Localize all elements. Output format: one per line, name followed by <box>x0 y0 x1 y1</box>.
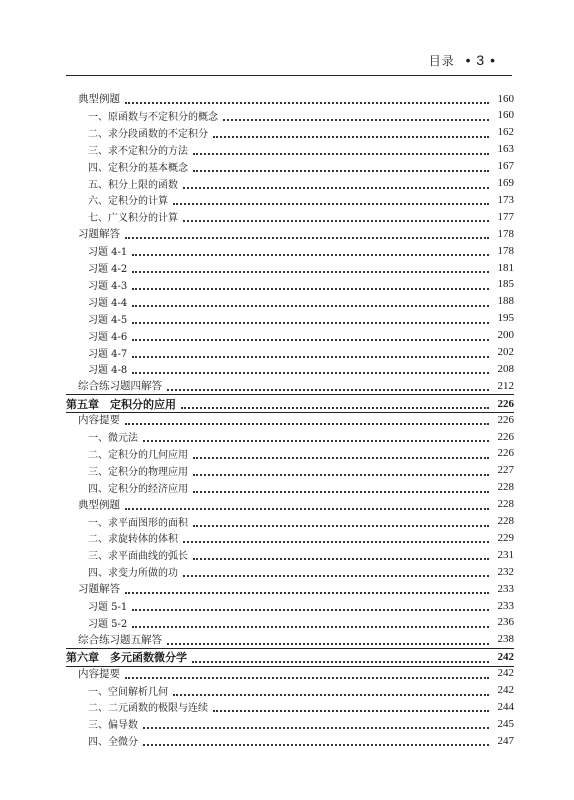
toc-entry-page: 245 <box>497 717 514 730</box>
toc-entry[interactable] <box>88 360 514 377</box>
dot-leader <box>132 270 489 273</box>
toc-entry[interactable] <box>88 428 514 445</box>
dot-leader <box>143 743 489 746</box>
toc-entry[interactable] <box>88 563 514 580</box>
toc-entry[interactable] <box>88 310 514 327</box>
dot-leader <box>183 186 489 189</box>
toc-entry-title: 四、全微分 <box>88 737 138 749</box>
toc-entry-page: 163 <box>497 143 514 156</box>
dot-leader <box>125 507 489 510</box>
dot-leader <box>173 693 489 696</box>
toc-entry-title: 习题 5-1 <box>88 602 128 613</box>
toc-entry[interactable] <box>88 445 514 462</box>
toc-entry[interactable] <box>78 377 514 394</box>
toc-entry-title: 一、微元法 <box>88 433 138 444</box>
header-label: 目录 <box>428 54 455 68</box>
toc-entry-title: 二、二元函数的极限与连续 <box>88 703 208 715</box>
dot-leader <box>125 422 489 425</box>
dot-leader <box>193 524 489 527</box>
toc-entry-page: 226 <box>497 413 514 426</box>
dot-leader <box>193 152 489 155</box>
toc-entry-page: 208 <box>497 362 514 375</box>
toc-entry-page: 178 <box>497 227 514 240</box>
toc-entry-page: 202 <box>497 346 514 358</box>
toc-entry-title: 四、定积分的基本概念 <box>88 162 188 174</box>
toc-entry-title: 综合练习题五解答 <box>78 633 162 646</box>
dot-leader <box>132 338 489 341</box>
toc-entry-page: 236 <box>497 616 514 629</box>
toc-entry-title: 三、定积分的物理应用 <box>88 466 188 478</box>
toc-entry[interactable] <box>78 665 514 682</box>
dot-leader <box>193 557 489 560</box>
toc-entry-title: 典型例题 <box>78 498 120 511</box>
toc-entry[interactable] <box>88 242 514 259</box>
toc-entry[interactable] <box>88 732 514 749</box>
toc-entry-page: 169 <box>497 177 514 189</box>
dot-leader <box>192 660 489 663</box>
toc-entry-page: 181 <box>497 261 514 274</box>
toc-entry-page: 177 <box>497 210 514 223</box>
dot-leader <box>183 219 489 222</box>
toc-entry-page: 228 <box>497 515 514 527</box>
toc-entry-page: 178 <box>497 244 514 257</box>
toc-entry-title: 三、求平面曲线的弧长 <box>88 551 188 563</box>
header-page-number: • 3 • <box>465 52 496 68</box>
toc-entry-page: 242 <box>497 684 514 696</box>
toc-entry-page: 228 <box>497 498 514 511</box>
toc-entry-page: 185 <box>497 278 514 291</box>
toc-entry-page: 244 <box>497 700 514 713</box>
toc-entry[interactable] <box>88 293 514 310</box>
toc-entry-page: 188 <box>497 295 514 308</box>
toc-entry[interactable] <box>88 546 514 563</box>
toc-entry-title: 七、广义积分的计算 <box>88 213 178 225</box>
dot-leader <box>132 287 489 290</box>
toc-entry-page: 162 <box>497 126 514 139</box>
dot-leader <box>132 625 489 628</box>
toc-entry-page: 238 <box>497 633 514 646</box>
dot-leader <box>143 726 489 729</box>
dot-leader <box>143 439 489 442</box>
toc-entry-title: 第六章 多元函数微分学 <box>66 651 187 665</box>
toc-entry-page: 160 <box>497 92 514 105</box>
toc-entry[interactable] <box>88 462 514 479</box>
toc-entry[interactable] <box>78 90 514 107</box>
toc-entry[interactable] <box>78 580 514 597</box>
dot-leader <box>183 540 489 543</box>
toc-entry-page: 228 <box>497 481 514 494</box>
dot-leader <box>125 236 489 239</box>
dot-leader <box>132 304 489 307</box>
header-rule <box>66 75 512 76</box>
toc-entry-page: 232 <box>497 565 514 578</box>
toc-entry[interactable] <box>88 276 514 293</box>
dot-leader <box>213 135 489 138</box>
dot-leader <box>213 709 489 712</box>
toc-entry-page: 231 <box>497 548 514 561</box>
dot-leader <box>132 253 489 256</box>
dot-leader <box>125 591 489 594</box>
dot-leader <box>125 676 489 679</box>
toc-entry-page: 233 <box>497 599 514 612</box>
toc-entry-title: 三、偏导数 <box>88 720 138 732</box>
toc-entry[interactable] <box>88 259 514 276</box>
toc-entry[interactable] <box>88 107 514 124</box>
toc-entry-title: 四、求变力所做的功 <box>88 568 178 580</box>
dot-leader <box>181 406 489 409</box>
dot-leader <box>167 642 489 645</box>
toc-entry-title: 习题 4-5 <box>88 314 128 326</box>
toc-entry-title: 习题 4-3 <box>88 280 128 292</box>
toc-entry-title: 综合练习题四解答 <box>78 380 162 393</box>
toc-entry-page: 242 <box>497 667 514 680</box>
toc-entry[interactable] <box>88 141 514 158</box>
toc-entry[interactable] <box>88 682 514 699</box>
toc-entry-title: 六、定积分的计算 <box>88 196 168 208</box>
toc-entry-title: 内容提要 <box>78 667 120 680</box>
dot-leader <box>132 355 489 358</box>
toc-entry-title: 二、求分段函数的不定积分 <box>88 128 208 140</box>
dot-leader <box>167 388 489 391</box>
toc-entry-title: 典型例题 <box>78 93 120 105</box>
toc-entry[interactable] <box>78 496 514 513</box>
dot-leader <box>223 118 489 121</box>
dot-leader <box>132 371 489 374</box>
dot-leader <box>193 456 489 459</box>
toc-entry-title: 第五章 定积分的应用 <box>66 397 176 411</box>
toc-entry[interactable] <box>78 411 514 428</box>
toc-entry[interactable] <box>88 327 514 344</box>
toc-entry[interactable] <box>88 597 514 614</box>
toc-entry-title: 一、空间解析几何 <box>88 686 168 698</box>
toc-entry-page: 167 <box>497 160 514 173</box>
toc-entry-page: 233 <box>497 582 514 595</box>
toc-entry-page: 227 <box>497 464 514 477</box>
dot-leader <box>173 202 489 205</box>
toc-entry-page: 160 <box>497 109 514 122</box>
toc-entry-page: 173 <box>497 193 514 206</box>
toc-entry-page: 242 <box>497 651 514 664</box>
toc-entry-page: 195 <box>497 312 514 325</box>
toc-entry[interactable] <box>88 614 514 631</box>
dot-leader <box>132 608 489 611</box>
toc-entry-title: 二、定积分的几何应用 <box>88 449 188 461</box>
toc-entry[interactable] <box>88 698 514 715</box>
toc-entry-title: 习题 4-1 <box>88 247 128 259</box>
toc-entry[interactable] <box>88 479 514 496</box>
toc-entry-title: 习题 4-8 <box>88 365 128 377</box>
toc-entry-page: 212 <box>497 379 514 392</box>
dot-leader <box>132 321 489 324</box>
toc-entry[interactable] <box>88 715 514 732</box>
toc-entry[interactable] <box>88 208 514 225</box>
toc-entry-page: 226 <box>497 397 514 410</box>
toc-entry-page: 229 <box>497 531 514 544</box>
toc-entry-title: 三、求不定积分的方法 <box>88 145 188 157</box>
toc-entry-title: 习题解答 <box>78 228 120 241</box>
toc-entry[interactable] <box>88 344 514 361</box>
toc-entry[interactable] <box>88 175 514 192</box>
toc-entry[interactable] <box>88 513 514 530</box>
toc-entry-title: 习题 4-4 <box>88 297 128 309</box>
toc-entry-title: 五、积分上限的函数 <box>88 179 178 191</box>
toc-entry-page: 200 <box>497 329 514 342</box>
toc-entry[interactable] <box>88 124 514 141</box>
running-header <box>429 52 496 69</box>
toc-entry[interactable] <box>88 158 514 175</box>
toc-entry-title: 一、原函数与不定积分的概念 <box>88 111 218 123</box>
toc-entry[interactable] <box>78 225 514 242</box>
dot-leader <box>125 101 489 104</box>
toc-entry-title: 内容提要 <box>78 414 120 427</box>
dot-leader <box>193 169 489 172</box>
dot-leader <box>193 473 489 476</box>
toc-entry-title: 习题 5-2 <box>88 618 128 630</box>
toc-entry[interactable] <box>88 191 514 208</box>
toc-entry-title: 习题 4-2 <box>88 264 128 275</box>
toc-entry-page: 226 <box>497 430 514 443</box>
toc-entry-title: 二、求旋转体的体积 <box>88 534 178 546</box>
toc-entry-title: 习题 4-7 <box>88 348 128 360</box>
toc-entry-title: 四、定积分的经济应用 <box>88 483 188 495</box>
toc-entry-page: 226 <box>497 447 514 460</box>
toc-entry-page: 247 <box>497 734 514 747</box>
toc-entry-title: 习题 4-6 <box>88 331 128 343</box>
dot-leader <box>183 574 489 577</box>
toc-entry[interactable] <box>88 529 514 546</box>
toc-entry[interactable] <box>78 631 514 648</box>
toc-entry-title: 一、求平面图形的面积 <box>88 517 188 529</box>
dot-leader <box>193 490 489 493</box>
toc-entry-title: 习题解答 <box>78 583 120 596</box>
